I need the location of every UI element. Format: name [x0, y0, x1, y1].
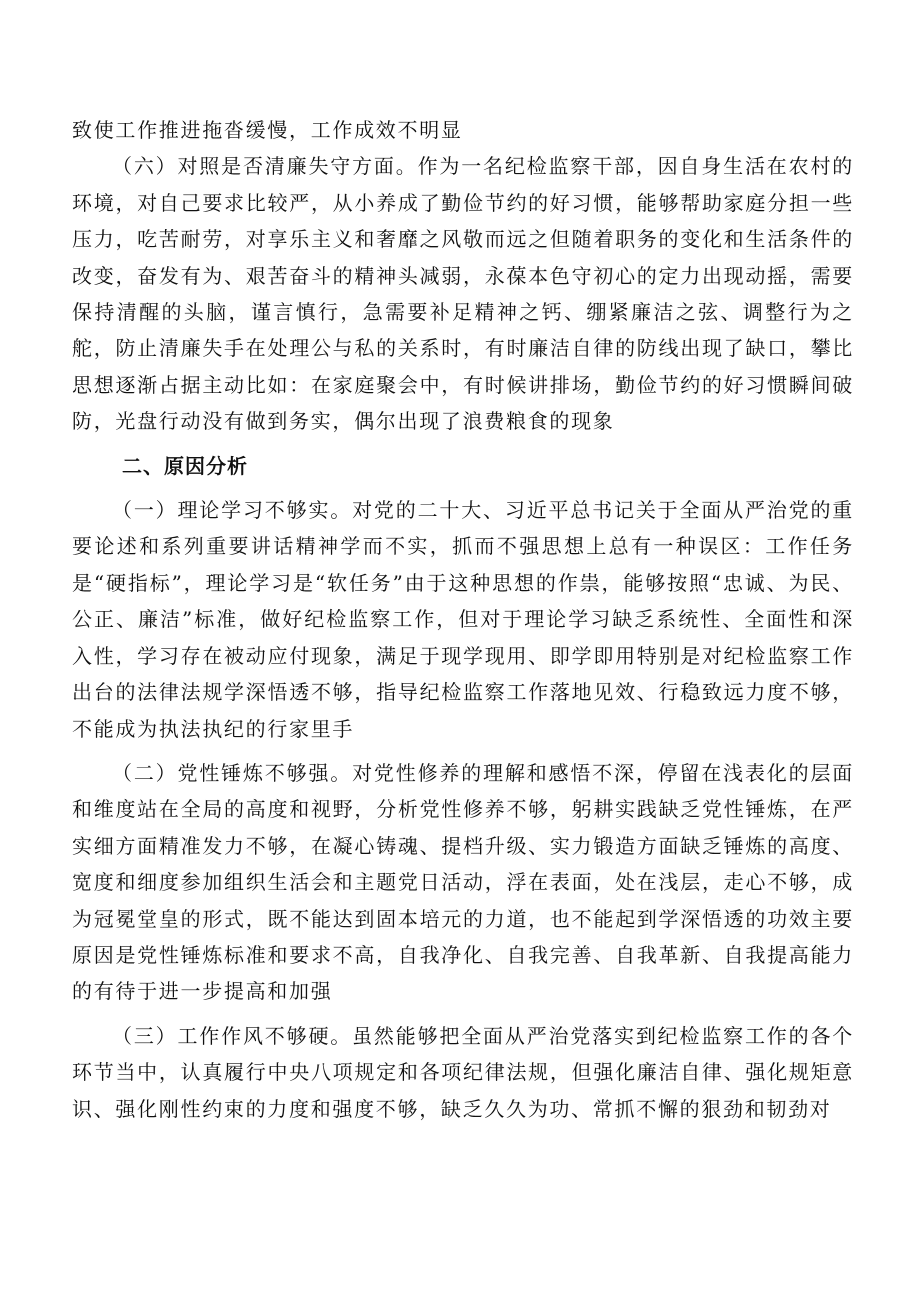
- spacer: [72, 1010, 854, 1018]
- paragraph-item-two: （二）党性锤炼不够强。对党性修养的理解和感悟不深，停留在浅表化的层面和维度站在全局的高度和视野，分析党性修养不够，躬耕实践缺乏党性锤炼，在严实细方面精准发力不够，在凝心铸魂、提档升级、实力锻造方面缺乏锤炼的高度、宽度和细度参加组织生活会和主题党日活动，浮在表面，处在浅层，走心不够，成为冠冕堂皇的形式，既不能达到固本培元的力道，也不能起到学深悟透的功效主要原因是党性锤炼标准和要求不高，自我净化、自我完善、自我革新、自我提高能力的有待于进一步提高和加强: [72, 760, 854, 1004]
- section-heading: 二、原因分析: [122, 453, 248, 478]
- paragraph-item-three: （三）工作作风不够硬。虽然能够把全面从严治党落实到纪检监察工作的各个环节当中，认真履行中央八项规定和各项纪律法规，但强化廉洁自律、强化规矩意识、强化刚性约束的力度和强度不够，缺乏久久为功、常抓不懈的狠劲和韧劲对: [72, 1023, 854, 1121]
- paragraph-item-one: （一）理论学习不够实。对党的二十大、习近平总书记关于全面从严治党的重要论述和系列重要讲话精神学而不实，抓而不强思想上总有一种误区：工作任务是“硬指标”，理论学习是“软任务”由于这种思想的作祟，能够按照“忠诚、为民、公正、廉洁”标准，做好纪检监察工作，但对于理论学习缺乏系统性、全面性和深入性，学习存在被动应付现象，满足于现学现用、即学即用特别是对纪检监察工作出台的法律法规学深悟透不够，指导纪检监察工作落地见效、行稳致远力度不够，不能成为执法执纪的行家里手: [72, 498, 854, 741]
- spacer: [72, 484, 854, 492]
- paragraph-continuation: 致使工作推进拖沓缓慢，工作成效不明显: [72, 118, 463, 142]
- paragraph-item-six: （六）对照是否清廉失守方面。作为一名纪检监察干部，因自身生活在农村的环境，对自己要求比较严，从小养成了勤俭节约的好习惯，能够帮助家庭分担一些压力，吃苦耐劳，对享乐主义和奢靡之风敬而远之但随着职务的变化和生活条件的改变，奋发有为、艰苦奋斗的精神头减弱，永葆本色守初心的定力出现动摇，需要保持清醒的头脑，谨言慎行，急需要补足精神之钙、绷紧廉洁之弦、调整行为之舵，防止清廉失手在处理公与私的关系时，有时廉洁自律的防线出现了缺口，攀比思想逐渐占据主动比如：在家庭聚会中，有时候讲排场，勤俭节约的好习惯瞬间破防，光盘行动没有做到务实，偶尔出现了浪费粮食的现象: [72, 154, 854, 434]
- spacer: [72, 747, 854, 755]
- document-page: [72, 112, 854, 1127]
- spacer: [72, 440, 854, 448]
